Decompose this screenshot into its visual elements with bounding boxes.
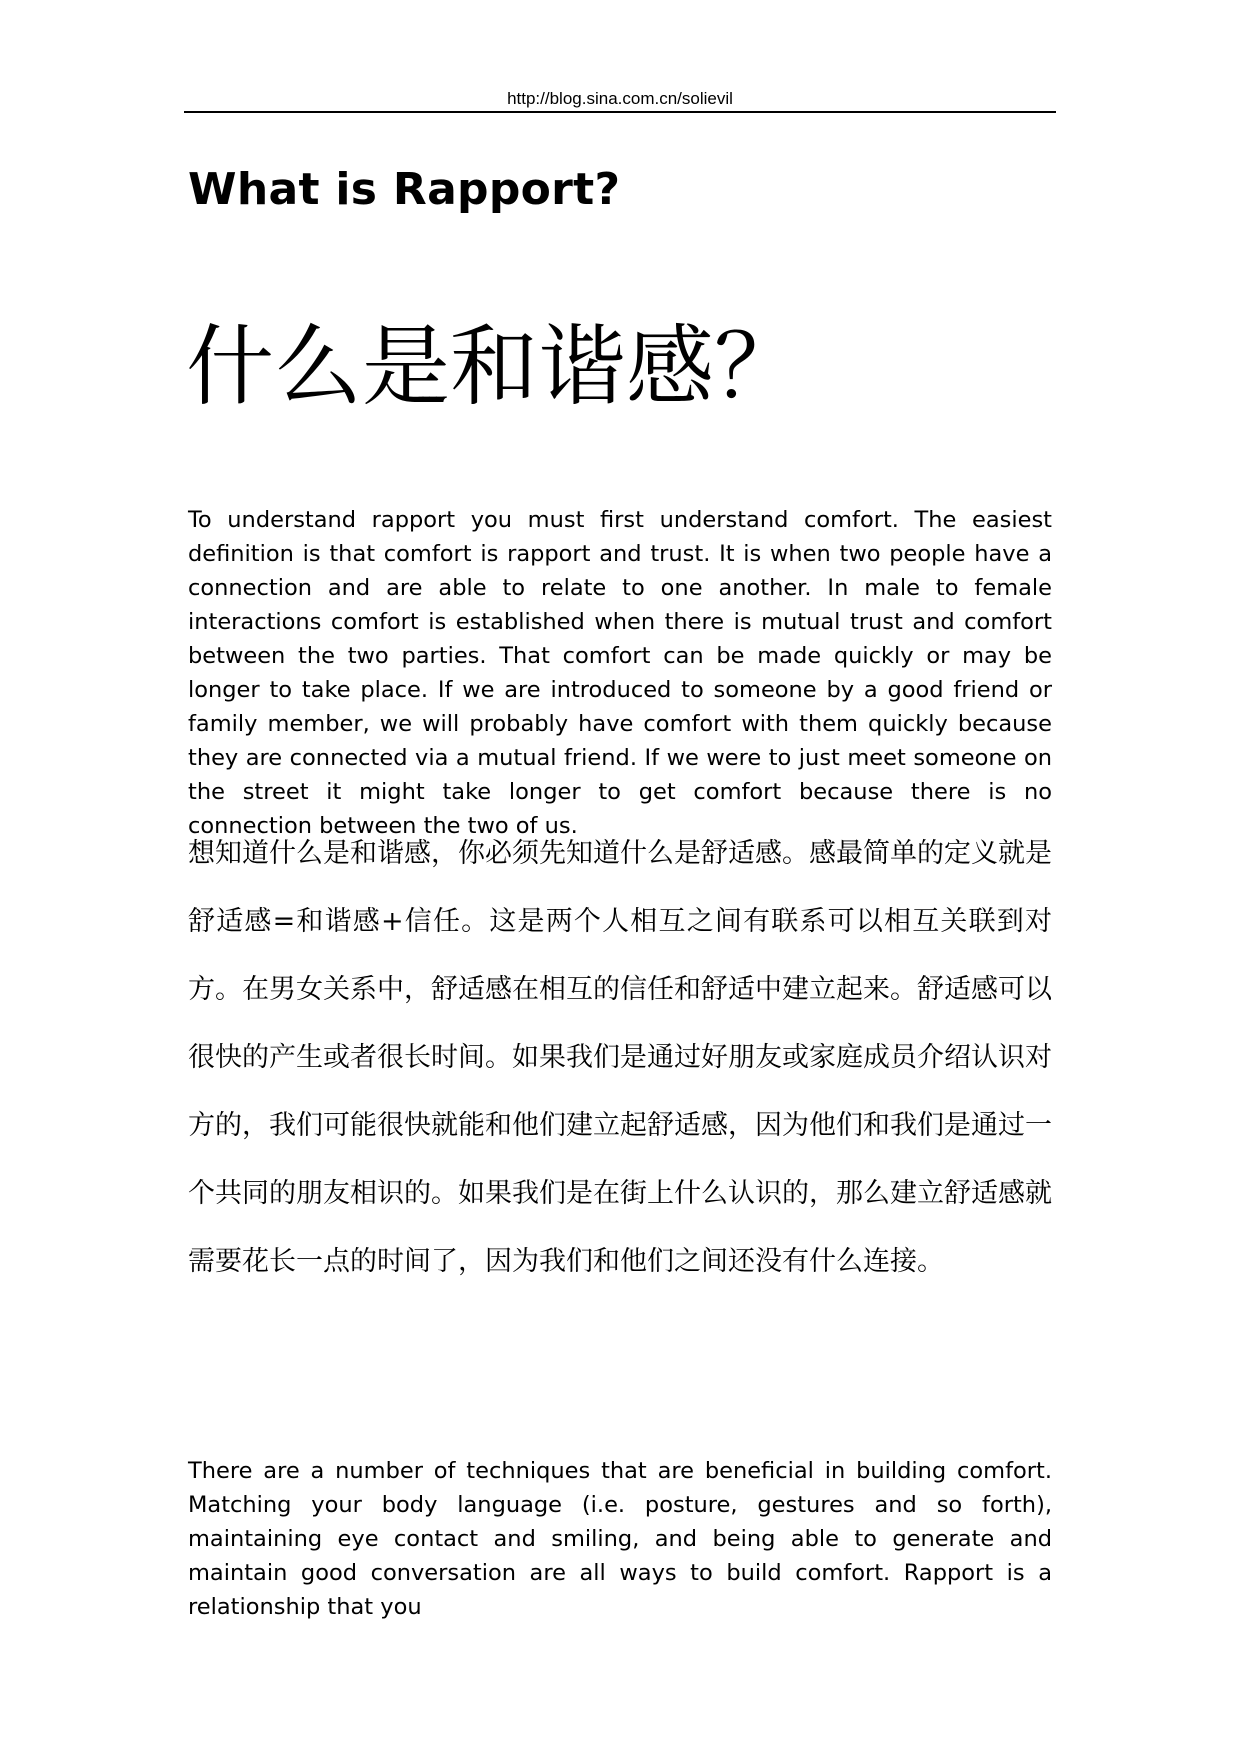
header-divider xyxy=(184,111,1056,113)
header-url: http://blog.sina.com.cn/solievil xyxy=(507,89,733,108)
paragraph-english-1: To understand rapport you must first understand comfort. The easiest definition is that comfort is rapport and trust. It is when two people have a connection and are able to relate to one another. In male to female interactions comfort is established when there is mutual trust and comfort between the two parties. That comfort can be made quickly or may be longer to take place. If we are introduced to someone by a good friend or family member, we will probably have comfort with them quickly because they are connected via a mutual friend. If we were to just meet someone on the street it might take longer to get comfort because there is no connection between the two of us. xyxy=(188,507,1052,839)
paragraph-chinese-1: 想知道什么是和谐感，你必须先知道什么是舒适感。感最简单的定义就是舒适感=和谐感+信任。这是两个人相互之间有联系可以相互关联到对方。在男女关系中，舒适感在相互的信任和舒适中建立起来。舒适感可以很快的产生或者很长时间。如果我们是通过好朋友或家庭成员介绍认识对方的，我们可能很快就能和他们建立起舒适感，因为他们和我们是通过一个共同的朋友相识的。如果我们是在街上什么认识的，那么建立舒适感就需要花长一点的时间了，因为我们和他们之间还没有什么连接。 xyxy=(188,838,1052,1277)
page-title-chinese: 什么是和谐感？ xyxy=(186,315,803,418)
page-title-english: What is Rapport? xyxy=(188,164,621,215)
paragraph-english-2: There are a number of techniques that are beneficial in building comfort. Matching your body language (i.e. posture, gestures and so forth), maintaining eye contact and smiling, and being able to generate and maintain good conversation are all ways to build comfort. Rapport is a relationship that you xyxy=(188,1458,1052,1620)
